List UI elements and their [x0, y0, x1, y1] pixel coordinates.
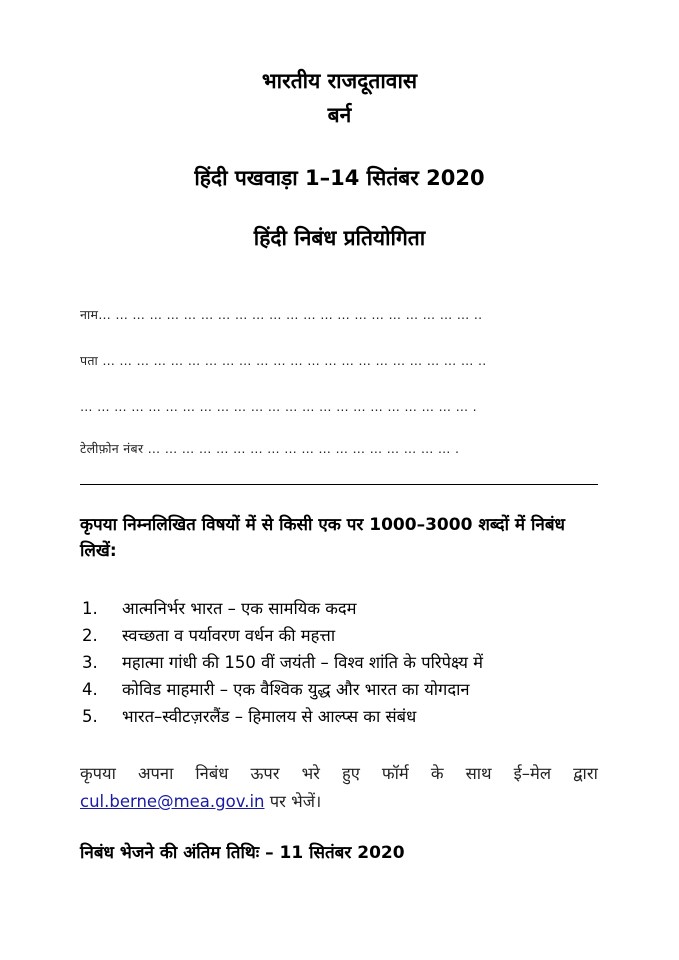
divider — [80, 484, 598, 485]
instruction-text: कृपया निम्नलिखित विषयों में से किसी एक पर 1000–3000 शब्दों में निबंध लिखें: — [80, 515, 565, 561]
embassy-heading — [0, 64, 679, 132]
topic-text: आत्मनिर्भर भारत – एक सामयिक कदम — [122, 599, 357, 618]
topic-text: स्वच्छता व पर्यावरण वर्धन की महत्ता — [122, 626, 336, 645]
embassy-name: भारतीय राजदूतावास — [261, 69, 418, 93]
list-item — [80, 622, 620, 649]
list-item — [80, 703, 620, 730]
word: अपना — [137, 764, 174, 783]
submission-instruction — [80, 760, 598, 816]
submission-line — [80, 760, 598, 788]
topic-number: 4. — [82, 680, 98, 699]
list-item — [80, 649, 620, 676]
word: निबंध — [195, 764, 229, 783]
deadline-text: निबंध भेजने की अंतिम तिथिः – 11 सितंबर 2020 — [80, 843, 405, 863]
topic-number: 1. — [82, 599, 98, 618]
word: साथ — [465, 764, 492, 783]
word: के — [430, 764, 444, 783]
topic-number: 2. — [82, 626, 98, 645]
submission-line — [80, 788, 598, 816]
name-field: नाम… … … … … … … … … … … … … … … … … … … … … … .. — [80, 307, 483, 322]
submission-suffix: पर भेजें। — [264, 792, 322, 811]
topic-list — [80, 595, 620, 730]
email-link[interactable]: cul.berne@mea.gov.in — [80, 792, 265, 811]
address-field: पता … … … … … … … … … … … … … … … … … … … … … … .. — [80, 353, 487, 368]
event-title: हिंदी पखवाड़ा 1–14 सितंबर 2020 — [194, 166, 485, 190]
topic-number: 5. — [82, 707, 98, 726]
list-item — [80, 595, 620, 622]
word: फॉर्म — [381, 764, 409, 783]
list-item — [80, 676, 620, 703]
word: द्वारा — [573, 764, 598, 783]
embassy-city: बर्न — [327, 103, 352, 127]
address-continuation-field: … … … … … … … … … … … … … … … … … … … … … … … . — [80, 399, 477, 414]
topic-text: भारत–स्वीटज़रलैंड – हिमालय से आल्प्स का संबंध — [122, 707, 417, 726]
word: भरे — [301, 764, 320, 783]
word: ई–मेल — [513, 764, 552, 783]
word: ऊपर — [250, 764, 280, 783]
competition-title: हिंदी निबंध प्रतियोगिता — [253, 226, 426, 250]
word: हुए — [341, 764, 360, 783]
phone-field: टेलीफ़ोन नंबर … … … … … … … … … … … … … … … … … … . — [80, 441, 460, 456]
word: कृपया — [80, 764, 116, 783]
topic-text: महात्मा गांधी की 150 वीं जयंती – विश्व शांति के परिपेक्ष्य में — [122, 653, 484, 672]
topic-number: 3. — [82, 653, 98, 672]
topic-text: कोविड माहमारी – एक वैश्विक युद्ध और भारत का योगदान — [122, 680, 470, 699]
